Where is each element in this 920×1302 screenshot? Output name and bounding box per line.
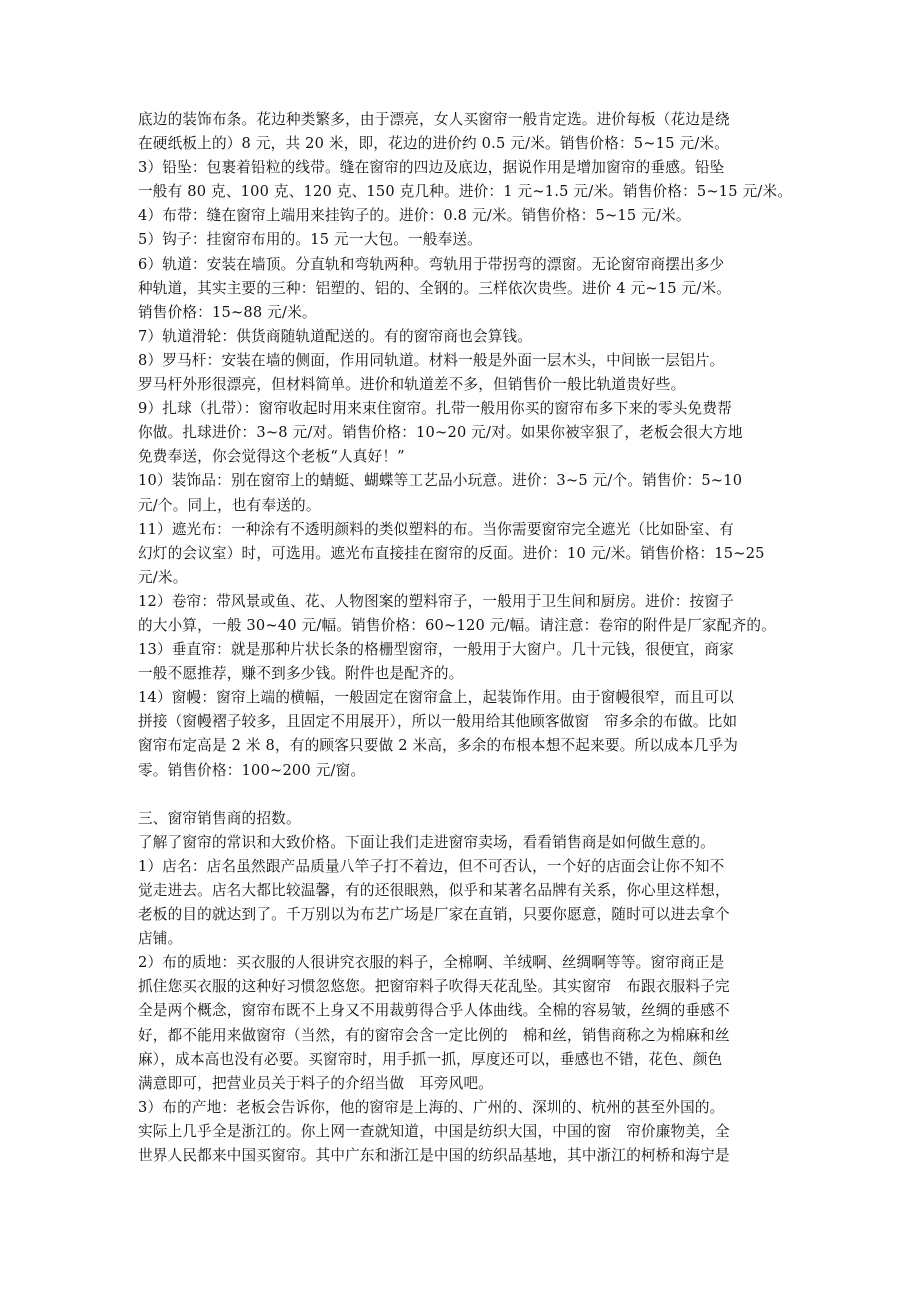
text-line: 一般有 80 克、100 克、120 克、150 克几种。进价：1 元~1.5 元/米。销售价格：5~15 元/米。: [138, 183, 793, 201]
text-line: 实际上几乎全是浙江的。你上网一查就知道，中国是纺织大国，中国的窗 帘价廉物美，全: [138, 1122, 730, 1140]
text-line: 一般不愿推荐，赚不到多少钱。附件也是配齐的。: [138, 665, 464, 683]
text-line: 元/个。同上，也有奉送的。: [138, 496, 321, 514]
text-line: 8）罗马杆：安装在墙的侧面，作用同轨道。材料一般是外面一层木头，中间嵌一层铝片。: [138, 351, 725, 369]
text-line: 6）轨道：安装在墙顶。分直轨和弯轨两种。弯轨用于带拐弯的漂窗。无论窗帘商摆出多少: [138, 255, 725, 273]
text-line: 你做。扎球进价：3~8 元/对。销售价格：10~20 元/对。如果你被宰狠了，老板会很大方地: [138, 424, 743, 442]
text-line: 底边的装饰布条。花边种类繁多，由于漂亮，女人买窗帘一般肯定选。进价每板（花边是绕: [138, 111, 730, 128]
text-line: 免费奉送，你会觉得这个老板“人真好！”: [138, 448, 405, 466]
text-line: 拼接（窗幔褶子较多，且固定不用展开），所以一般用给其他顾客做窗 帘多余的布做。比如: [138, 713, 738, 731]
text-line: 4）布带：缝在窗帘上端用来挂钩子的。进价：0.8 元/米。销售价格：5~15 元/米。: [138, 207, 691, 225]
text-line: 世界人民都来中国买窗帘。其中广东和浙江是中国的纺织品基地，其中浙江的柯桥和海宁是: [138, 1147, 730, 1165]
text-line: 了解了窗帘的常识和大致价格。下面让我们走进窗帘卖场，看看销售商是如何做生意的。: [138, 833, 715, 851]
text-line: 满意即可，把营业员关于料子的介绍当做 耳旁风吧。: [138, 1074, 494, 1092]
text-line: [0, 1168, 798, 1192]
text-line: 窗帘布定高是 2 米 8，有的顾客只要做 2 米高，多余的布根本想不起来要。所以成本几乎为: [138, 737, 739, 755]
text-line: 好，都不能用来做窗帘（当然，有的窗帘会含一定比例的 棉和丝，销售商称之为棉麻和丝: [138, 1026, 730, 1044]
text-line: 觉走进去。店名大都比较温馨，有的还很眼熟，似乎和某著名品牌有关系，你心里这样想，: [138, 882, 730, 899]
text-line: 幻灯的会议室）时，可选用。遮光布直接挂在窗帘的反面。进价：10 元/米。销售价格：15~25: [138, 544, 765, 562]
text-line: 零。销售价格：100~200 元/窗。: [138, 761, 366, 779]
text-line: 罗马杆外形很漂亮，但材料简单。进价和轨道差不多，但销售价一般比轨道贵好些。: [138, 376, 686, 394]
text-line: 老板的目的就达到了。千万别以为布艺广场是厂家在直销，只要你愿意，随时可以进去拿个: [138, 906, 730, 924]
text-line: 9）扎球（扎带）：窗帘收起时用来束住窗帘。扎带一般用你买的窗帘布多下来的零头免费帮: [138, 400, 732, 418]
text-line: 7）轨道滑轮：供货商随轨道配送的。有的窗帘商也会算钱。: [138, 327, 533, 345]
blank-line: [0, 783, 798, 807]
text-line: 1）店名：店名虽然跟产品质量八竿子打不着边，但不可否认，一个好的店面会让你不知不: [138, 857, 725, 875]
text-line: 14）窗幔：窗帘上端的横幅，一般固定在窗帘盒上，起装饰作用。由于窗幔很窄，而且可以: [138, 689, 734, 707]
text-line: 3）铅坠：包裹着铅粒的线带。缝在窗帘的四边及底边，据说作用是增加窗帘的垂感。铅坠: [138, 159, 725, 177]
text-line: 12）卷帘：带风景或鱼、花、人物图案的塑料帘子，一般用于卫生间和厨房。进价：按窗子: [138, 592, 734, 610]
text-line: 的大小算，一般 30~40 元/幅。销售价格：60~120 元/幅。请注意：卷帘的附件是厂家配齐的。: [138, 616, 776, 634]
text-line: 11）遮光布：一种涂有不透明颜料的类似塑料的布。当你需要窗帘完全遮光（比如卧室、有: [138, 520, 734, 538]
text-line: 抓住您买衣服的这种好习惯忽悠您。把窗帘料子吹得天花乱坠。其实窗帘 布跟衣服料子完: [138, 978, 730, 996]
text-line: 种轨道，其实主要的三种：铝塑的、铝的、全钢的。三样依次贵些。进价 4 元~15 元/米。: [138, 279, 732, 297]
section-heading: 三、窗帘销售商的招数。: [138, 809, 301, 827]
text-line: 2）布的质地：买衣服的人很讲究衣服的料子，全棉啊、羊绒啊、丝绸啊等等。窗帘商正是: [138, 954, 725, 972]
text-line: 销售价格：15~88 元/米。: [138, 303, 317, 321]
document-page: [0, 108, 920, 1192]
text-line: 13）垂直帘：就是那种片状长条的格栅型窗帘，一般用于大窗户。几十元钱，很便宜，商家: [138, 641, 734, 659]
text-line: 10）装饰品：别在窗帘上的蜻蜓、蝴蝶等工艺品小玩意。进价：3~5 元/个。销售价：5~10: [138, 472, 743, 490]
text-line: 麻），成本高也没有必要。买窗帘时，用手抓一抓，厚度还可以，垂感也不错，花色、颜色: [138, 1050, 723, 1068]
text-line: 元/米。: [138, 568, 188, 586]
text-line: 在硬纸板上的）8 元，共 20 米，即，花边的进价约 0.5 元/米。销售价格：5~15 元/米。: [138, 135, 730, 153]
text-line: 3）布的产地：老板会告诉你，他的窗帘是上海的、广州的、深圳的、杭州的甚至外国的。: [138, 1098, 725, 1116]
text-line: 全是两个概念，窗帘布既不上身又不用裁剪得合乎人体曲线。全棉的容易皱，丝绸的垂感不: [138, 1002, 730, 1020]
text-line: 店铺。: [138, 930, 183, 948]
text-line: 5）钩子：挂窗帘布用的。15 元一大包。一般奉送。: [138, 231, 482, 249]
